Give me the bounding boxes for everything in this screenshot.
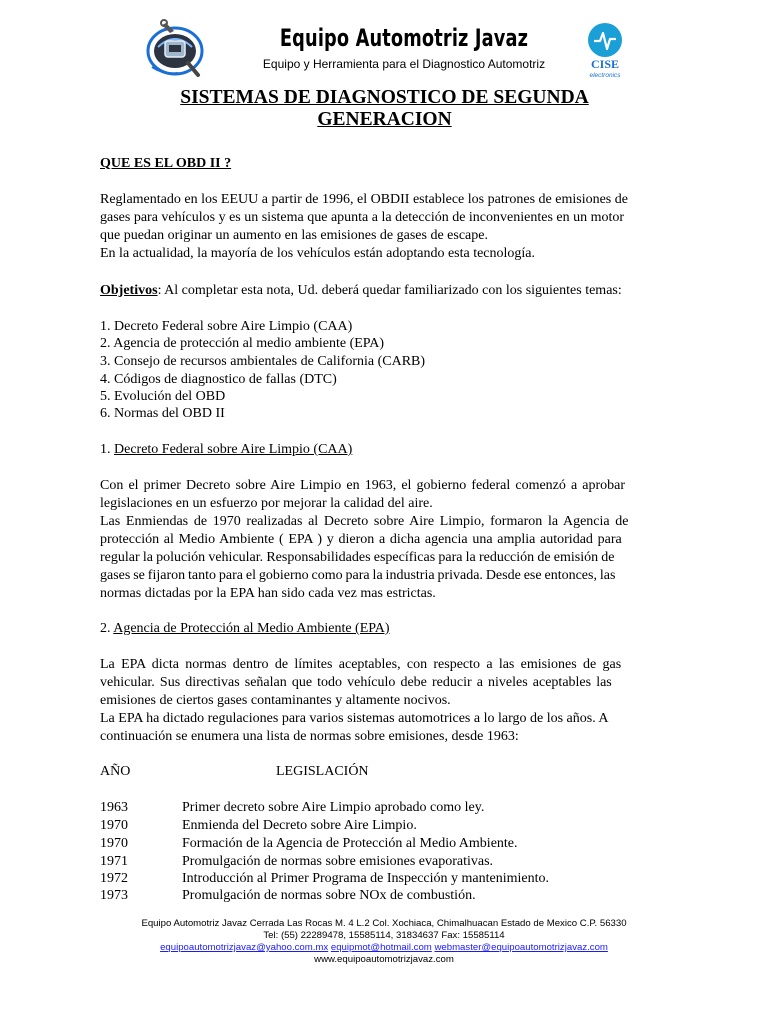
section1-line: gases se fijaron tanto para el gobierno como para la industria privada. Desde ese entonces, las bbox=[100, 568, 616, 583]
section1-line: legislaciones en un esfuerzo por mejorar la calidad del aire. bbox=[100, 496, 433, 511]
section1-line: normas dictadas por la EPA han sido cada vez mas estrictas. bbox=[100, 586, 436, 601]
section1-number: 1. bbox=[100, 442, 114, 457]
section2-number: 2. bbox=[100, 621, 114, 636]
section2-line: continuación se enumera una lista de normas sobre emisiones, desde 1963: bbox=[100, 729, 519, 744]
document-title bbox=[100, 87, 669, 131]
section2-line: vehicular. Sus directivas señalan que todo vehículo debe reducir a niveles aceptables las bbox=[100, 675, 612, 690]
objectives-paragraph bbox=[100, 282, 669, 300]
objectives-list-item: 6. Normas del OBD II bbox=[100, 406, 225, 421]
section1-line: Las Enmiendas de 1970 realizadas al Decreto sobre Aire Limpio, formaron la Agencia de bbox=[100, 514, 629, 529]
intro-line: gases para vehículos y es un sistema que apunta a la detección de inconvenientes en un motor bbox=[100, 210, 625, 225]
email-link-hotmail[interactable]: equipmot@hotmail.com bbox=[330, 942, 432, 953]
section2-line: emisiones de ciertos gases contaminantes y altamente nocivos. bbox=[100, 693, 451, 708]
page-footer bbox=[90, 918, 678, 966]
footer-website: www.equipoautomotrizjavaz.com bbox=[314, 954, 454, 965]
document-title-line1: SISTEMAS DE DIAGNOSTICO DE SEGUNDA bbox=[180, 87, 589, 108]
section2-title: Agencia de Protección al Medio Ambiente (EPA) bbox=[113, 621, 390, 636]
intro-line: Reglamentado en los EEUU a partir de 1996, el OBDII establece los patrones de emisiones de bbox=[100, 192, 628, 207]
objectives-list-item: 3. Consejo de recursos ambientales de California (CARB) bbox=[100, 354, 426, 369]
section2-line: La EPA dicta normas dentro de límites aceptables, con respecto a las emisiones de gas bbox=[100, 657, 622, 672]
cise-logo-subtext: electronics bbox=[589, 72, 621, 79]
email-link-webmaster[interactable]: webmaster@equipoautomotrizjavaz.com bbox=[434, 942, 608, 953]
table-cell-legislation: Promulgación de normas sobre NOx de combustión. bbox=[182, 888, 476, 903]
intro-line: En la actualidad, la mayoría de los vehículos están adoptando esta tecnología. bbox=[100, 246, 536, 261]
table-cell-year: 1972 bbox=[100, 871, 128, 886]
table-cell-legislation: Promulgación de normas sobre emisiones evaporativas. bbox=[182, 854, 494, 869]
company-logo-icon bbox=[144, 17, 206, 79]
objectives-list-item: 1. Decreto Federal sobre Aire Limpio (CAA) bbox=[100, 319, 353, 334]
table-cell-year: 1970 bbox=[100, 818, 128, 833]
table-header-year: AÑO bbox=[100, 764, 131, 779]
footer-emails bbox=[90, 942, 678, 954]
objectives-text: : Al completar esta nota, Ud. deberá quedar familiarizado con los siguientes temas: bbox=[157, 283, 622, 298]
footer-address: Equipo Automotriz Javaz Cerrada Las Rocas M. 4 L.2 Col. Xochiaca, Chimalhuacan Estado de Mexico C.P. 56330 bbox=[141, 918, 627, 929]
section1-heading bbox=[100, 441, 669, 459]
section1-title: Decreto Federal sobre Aire Limpio (CAA) bbox=[114, 442, 353, 457]
table-cell-year: 1970 bbox=[100, 836, 128, 851]
section2-heading bbox=[100, 620, 669, 638]
table-cell-year: 1971 bbox=[100, 854, 128, 869]
section-heading-obd: QUE ES EL OBD II ? bbox=[100, 156, 232, 171]
table-cell-legislation: Primer decreto sobre Aire Limpio aprobado como ley. bbox=[182, 800, 485, 815]
company-name: Equipo Automotriz Javaz bbox=[279, 24, 529, 52]
intro-line: que puedan originar un aumento en las emisiones de gases de escape. bbox=[100, 228, 488, 243]
company-subtitle: Equipo y Herramienta para el Diagnostico Automotriz bbox=[262, 57, 546, 71]
cise-logo-icon bbox=[582, 21, 628, 79]
footer-phones: Tel: (55) 22289478, 15585114, 31834637 Fax: 15585114 bbox=[263, 930, 505, 941]
objectives-list-item: 5. Evolución del OBD bbox=[100, 389, 226, 404]
section1-line: Con el primer Decreto sobre Aire Limpio en 1963, el gobierno federal comenzó a aprobar bbox=[100, 478, 626, 493]
cise-logo-text: CISE bbox=[590, 57, 620, 71]
objectives-list-item: 4. Códigos de diagnostico de fallas (DTC) bbox=[100, 372, 337, 387]
table-cell-legislation: Enmienda del Decreto sobre Aire Limpio. bbox=[182, 818, 417, 833]
table-header-legislation: LEGISLACIÓN bbox=[276, 764, 369, 779]
table-cell-year: 1963 bbox=[100, 800, 128, 815]
objectives-list-item: 2. Agencia de protección al medio ambiente (EPA) bbox=[100, 336, 385, 351]
document-title-line2: GENERACION bbox=[317, 109, 452, 130]
section2-line: La EPA ha dictado regulaciones para varios sistemas automotrices a lo largo de los años. A bbox=[100, 711, 609, 726]
letterhead bbox=[0, 0, 768, 86]
section1-line: regular la polución vehicular. Responsabilidades específicas para la reducción de emisión de bbox=[100, 550, 615, 565]
table-cell-legislation: Formación de la Agencia de Protección al Medio Ambiente. bbox=[182, 836, 518, 851]
table-cell-legislation: Introducción al Primer Programa de Inspección y mantenimiento. bbox=[182, 871, 550, 886]
email-link-yahoo[interactable]: equipoautomotrizjavaz@yahoo.com.mx bbox=[160, 942, 329, 953]
section1-line: protección al Medio Ambiente ( EPA ) y dieron a dicha agencia una amplia autoridad para bbox=[100, 532, 622, 547]
table-cell-year: 1973 bbox=[100, 888, 128, 903]
objectives-label: Objetivos bbox=[100, 283, 158, 298]
